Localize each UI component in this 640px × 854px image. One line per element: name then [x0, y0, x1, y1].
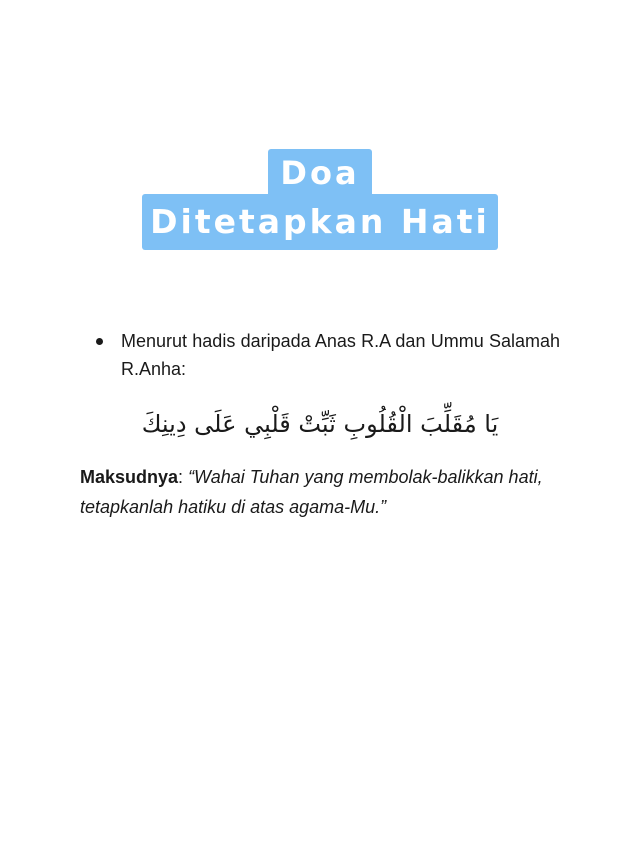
bullet-dot-icon [96, 338, 103, 345]
bullet-text: Menurut hadis daripada Anas R.A dan Ummu Salamah R.Anha: [121, 331, 560, 379]
title-line-1: Doa [268, 149, 372, 197]
arabic-prayer-text: يَا مُقَلِّبَ الْقُلُوبِ ثَبِّتْ قَلْبِي عَلَى دِينِكَ [141, 410, 499, 438]
title-line-2: Ditetapkan Hati [142, 194, 498, 250]
meaning-paragraph [80, 462, 560, 522]
meaning-label: Maksudnya [80, 467, 179, 487]
meaning-separator: : [178, 467, 189, 487]
meaning-text: “Wahai Tuhan yang membolak-balikkan hati, tetapkanlah hatiku di atas agama-Mu.” [80, 467, 543, 517]
